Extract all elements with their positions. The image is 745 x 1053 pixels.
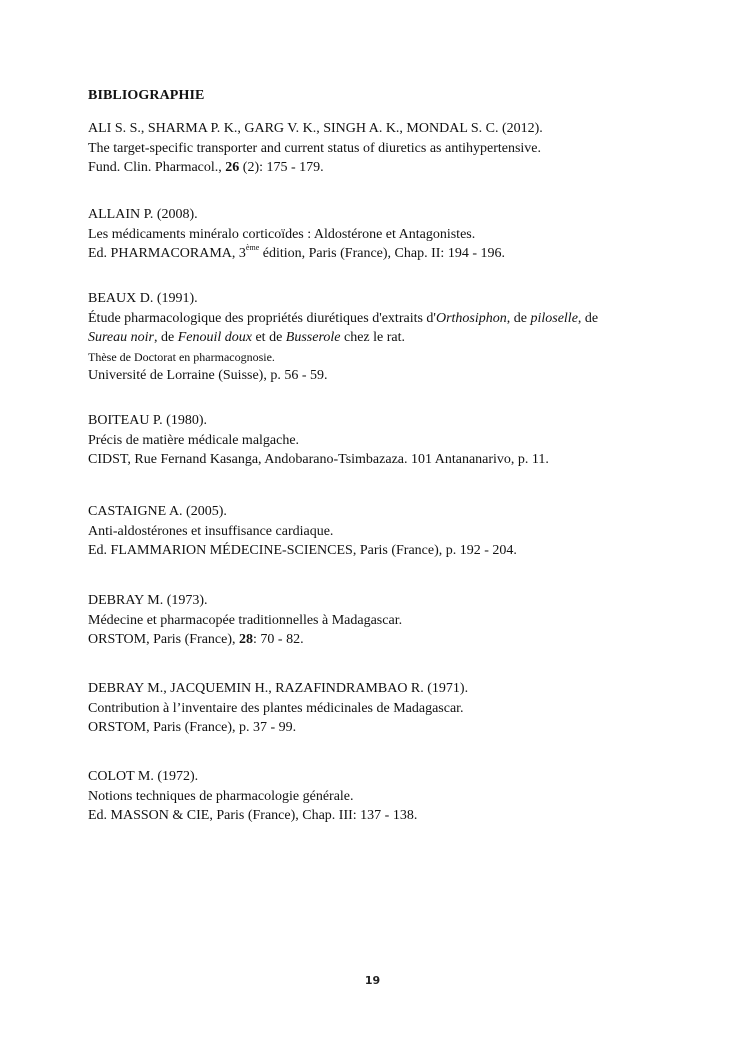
reference-source: Fund. Clin. Pharmacol., 26 (2): 175 - 179. [88,160,324,175]
reference-title: Anti-aldostérones et insuffisance cardiaque. [88,523,334,539]
bibliography-heading: BIBLIOGRAPHIE [88,88,205,103]
reference-entry [88,119,688,178]
reference-title-continued: Sureau noir, de Fenouil doux et de Busserole chez le rat. [88,330,406,345]
reference-entry [88,502,688,561]
reference-title: Contribution à l’inventaire des plantes médicinales de Madagascar. [88,700,464,716]
reference-title: Étude pharmacologique des propriétés diurétiques d'extraits d'Orthosiphon, de piloselle, de [88,310,599,326]
reference-title: Médecine et pharmacopée traditionnelles à Madagascar. [88,612,403,628]
reference-source: Ed. FLAMMARION MÉDECINE-SCIENCES, Paris (France), p. 192 - 204. [88,543,517,558]
reference-title: Précis de matière médicale malgache. [88,432,300,448]
reference-entry [88,591,688,650]
page-number: 19 [364,974,381,987]
reference-title: Les médicaments minéralo corticoïdes : Aldostérone et Antagonistes. [88,226,476,242]
reference-authors: COLOT M. (1972). [88,769,199,784]
reference-source: ORSTOM, Paris (France), 28: 70 - 82. [88,632,304,647]
reference-authors: BEAUX D. (1991). [88,291,198,306]
reference-thesis: Thèse de Doctorat en pharmacognosie. [88,349,275,364]
reference-entry [88,205,688,264]
reference-title: The target-specific transporter and current status of diuretics as antihypertensive. [88,140,542,156]
reference-authors: CASTAIGNE A. (2005). [88,504,227,519]
reference-title: Notions techniques de pharmacologie générale. [88,788,354,804]
reference-entry [88,767,688,826]
reference-source: Ed. MASSON & CIE, Paris (France), Chap. III: 137 - 138. [88,808,418,823]
reference-entry [88,289,688,385]
edition-superscript: ème [245,243,260,252]
reference-source: Université de Lorraine (Suisse), p. 56 - 59. [88,367,328,383]
volume-number: 26 [225,160,240,175]
reference-entry [88,679,688,738]
reference-entry [88,411,688,470]
reference-authors: ALLAIN P. (2008). [88,207,198,222]
reference-authors: ALI S. S., SHARMA P. K., GARG V. K., SINGH A. K., MONDAL S. C. (2012). [88,121,543,136]
reference-source: CIDST, Rue Fernand Kasanga, Andobarano-Tsimbazaza. 101 Antananarivo, p. 11. [88,452,549,467]
volume-number: 28 [239,632,254,647]
reference-authors: DEBRAY M., JACQUEMIN H., RAZAFINDRAMBAO R. (1971). [88,681,469,696]
reference-authors: DEBRAY M. (1973). [88,593,208,608]
reference-source: Ed. PHARMACORAMA, 3ème édition, Paris (France), Chap. II: 194 - 196. [88,243,505,261]
reference-authors: BOITEAU P. (1980). [88,413,207,428]
reference-source: ORSTOM, Paris (France), p. 37 - 99. [88,720,297,735]
